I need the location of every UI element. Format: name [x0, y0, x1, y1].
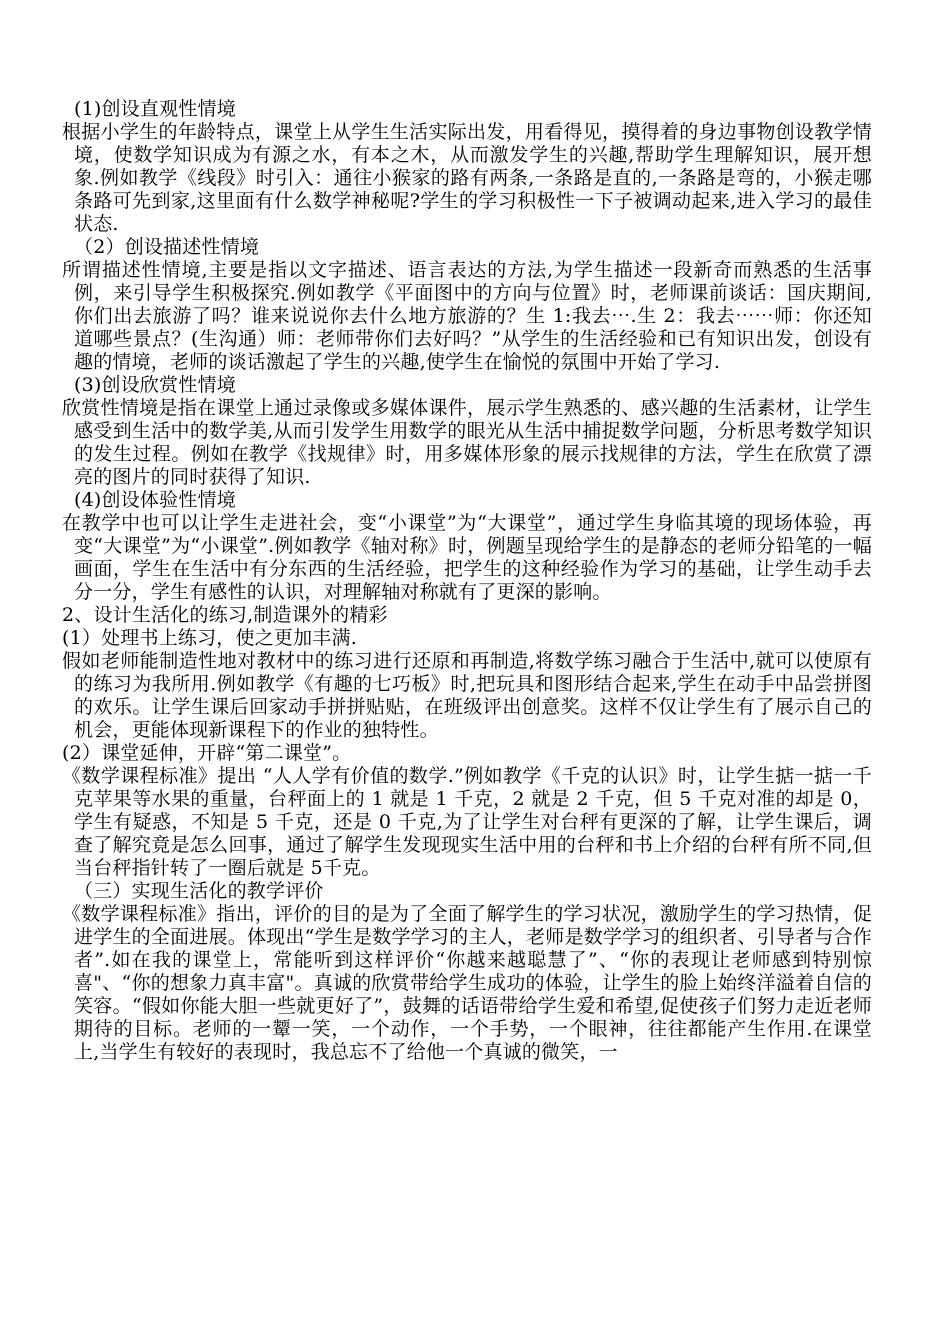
paragraph: 假如老师能制造性地对教材中的练习进行还原和再制造,将数学练习融合于生活中,就可以使原有的练习为我所用.例如教学《有趣的七巧板》时,把玩具和图形结合起来,学生在动手中品尝拼图的欢乐。让学生课后回家动手拼拼贴贴，在班级评出创意奖。这样不仅让学生有了展示自己的机会，更能体现新课程下的作业的独特性。 — [62, 650, 872, 741]
section-heading: （2）创设描述性情境 — [74, 236, 260, 258]
section-heading: (2）课堂延伸，开辟“第二课堂”。 — [62, 742, 352, 764]
paragraph: 欣赏性情境是指在课堂上通过录像或多媒体课件，展示学生熟悉的、感兴趣的生活素材，让学生感受到生活中的数学美,从而引发学生用数学的眼光从生活中捕捉数学问题，分析思考数学知识的发生过程。例如在教学《找规律》时，用多媒体形象的展示找规律的方法，学生在欣赏了漂亮的图片的同时获得了知识. — [62, 397, 872, 488]
paragraph: 《数学课程标准》指出，评价的目的是为了全面了解学生的学习状况，激励学生的学习热情，促进学生的全面进展。体现出“学生是数学学习的主人，老师是数学学习的组织者、引导者与合作者”.如在我的课堂上，常能听到这样评价“你越来越聪慧了”、“你的表现让老师感到特别惊喜"、“你的想象力真丰富"。真诚的欣赏带给学生成功的体验，让学生的脸上始终洋溢着自信的笑容。“假如你能大胆一些就更好了”，鼓舞的话语带给学生爱和希望,促使孩子们努力走近老师期待的目标。老师的一颦一笑，一个动作，一个手势，一个眼神，往往都能产生作用.在课堂上,当学生有较好的表现时，我总忘不了给他一个真诚的微笑，一 — [62, 903, 872, 1063]
section-heading: 2、设计生活化的练习,制造课外的精彩 — [62, 604, 388, 626]
section-heading: (4)创设体验性情境 — [74, 489, 236, 511]
paragraph: 《数学课程标准》提出 “人人学有价值的数学.”例如教学《千克的认识》时，让学生掂一掂一千克苹果等水果的重量，台秤面上的 1 就是 1 千克，2 就是 2 千克，但 5 千克对准的却是 0，学生有疑惑，不知是 5 千克，还是 0 千克,为了让学生对台秤有更深的了解，让学生课后，调查了解究竟是怎么回事，通过了解学生发现现实生活中用的台秤和书上介绍的台秤有所不同,但当台秤指针转了一圈后就是 5千克。 — [62, 765, 872, 879]
paragraph: 所谓描述性情境,主要是指以文字描述、语言表达的方法,为学生描述一段新奇而熟悉的生活事例，来引导学生积极探究.例如教学《平面图中的方向与位置》时，老师课前谈话：国庆期间,你们出去旅游了吗？谁来说说你去什么地方旅游的？生 1:我去⋯.生 2：我去⋯⋯师：你还知道哪些景点？(生沟通）师：老师带你们去好吗？”从学生的生活经验和已有知识出发，创设有趣的情境，老师的谈话激起了学生的兴趣,使学生在愉悦的氛围中开始了学习. — [62, 259, 872, 373]
section-heading: (3)创设欣赏性情境 — [74, 374, 236, 396]
section-heading: (1)创设直观性情境 — [74, 98, 236, 120]
section-heading: (1）处理书上练习，使之更加丰满. — [62, 627, 357, 649]
document-page — [62, 98, 872, 1064]
paragraph: 在教学中也可以让学生走进社会，变“小课堂”为“大课堂”，通过学生身临其境的现场体验，再变“大课堂”为“小课堂”.例如教学《轴对称》时，例题呈现给学生的是静态的老师分铅笔的一幅画面，学生在生活中有分东西的生活经验，把学生的这种经验作为学习的基础，让学生动手去分一分，学生有感性的认识，对理解轴对称就有了更深的影响。 — [62, 512, 872, 603]
section-heading: （三）实现生活化的教学评价 — [74, 880, 324, 902]
paragraph: 根据小学生的年龄特点，课堂上从学生生活实际出发，用看得见，摸得着的身边事物创设教学情境，使数学知识成为有源之水，有本之木，从而激发学生的兴趣,帮助学生理解知识，展开想象.例如教学《线段》时引入：通往小猴家的路有两条,一条路是直的,一条路是弯的，小猴走哪条路可先到家,这里面有什么数学神秘呢?学生的学习积极性一下子被调动起来,进入学习的最佳状态. — [62, 121, 872, 235]
